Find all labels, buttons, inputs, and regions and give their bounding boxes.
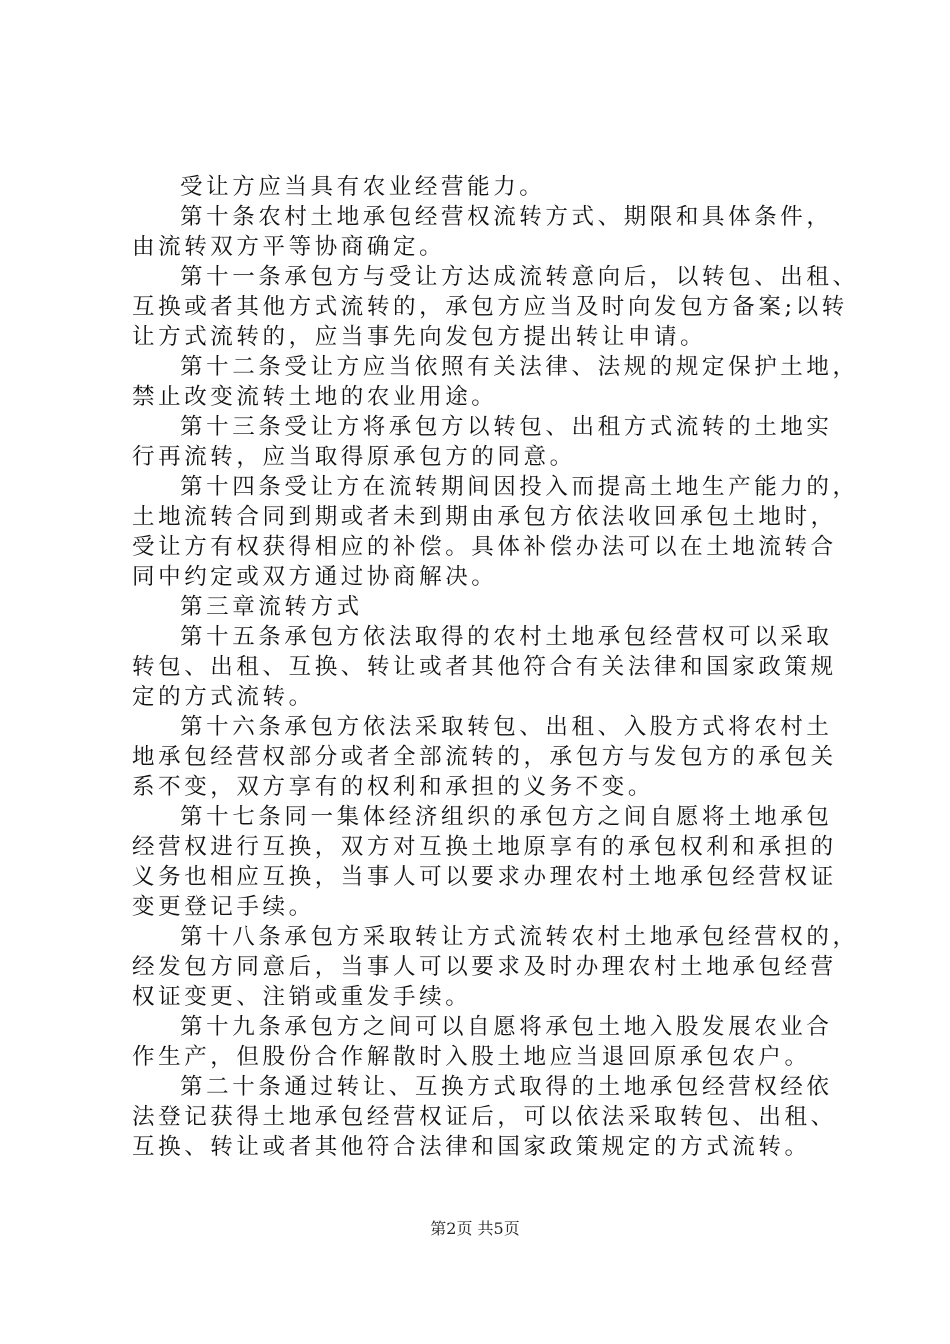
- paragraph-first-line: 第二十条通过转让、互换方式取得的土地承包经营权经依: [180, 1074, 833, 1100]
- paragraph-line: 义务也相应互换，当事人可以要求办理农村土地承包经营权证: [132, 864, 837, 890]
- paragraph-line: 受让方有权获得相应的补偿。具体补偿办法可以在土地流转合: [132, 534, 837, 560]
- paragraph-first-line: 第十三条受让方将承包方以转包、出租方式流转的土地实: [180, 414, 833, 440]
- paragraph-line: 变更登记手续。: [132, 894, 315, 920]
- paragraph-line: 互换或者其他方式流转的，承包方应当及时向发包方备案;以转: [132, 294, 848, 320]
- paragraph-first-line: 受让方应当具有农业经营能力。: [180, 174, 546, 200]
- paragraph-first-line: 第十条农村土地承包经营权流转方式、期限和具体条件，: [180, 204, 833, 230]
- paragraph: [132, 922, 859, 1012]
- paragraph: [132, 472, 859, 592]
- paragraph-line: 作生产，但股份合作解散时入股土地应当退回原承包农户。: [132, 1044, 811, 1070]
- paragraph-line: 土地流转合同到期或者未到期由承包方依法收回承包土地时，: [132, 504, 837, 530]
- paragraph-first-line: 第十四条受让方在流转期间因投入而提高土地生产能力的，: [180, 474, 859, 500]
- paragraph-line: 权证变更、注销或重发手续。: [132, 984, 472, 1010]
- paragraph-line: 地承包经营权部分或者全部流转的，承包方与发包方的承包关: [132, 744, 837, 770]
- paragraph-line: 定的方式流转。: [132, 684, 315, 710]
- paragraph: [132, 802, 837, 922]
- paragraph: [132, 712, 837, 802]
- paragraph: [132, 262, 859, 352]
- paragraph-line: 让方式流转的，应当事先向发包方提出转让申请。: [132, 324, 707, 350]
- paragraph: [132, 352, 859, 412]
- paragraph-first-line: 第十二条受让方应当依照有关法律、法规的规定保护土地，: [180, 354, 859, 380]
- paragraph-first-line: 第三章流转方式: [180, 594, 363, 620]
- paragraph: [132, 1012, 833, 1072]
- paragraph-first-line: 第十六条承包方依法采取转包、出租、入股方式将农村土: [180, 714, 833, 740]
- paragraph: [132, 1072, 837, 1162]
- paragraph: [132, 622, 837, 712]
- paragraph-line: 经发包方同意后，当事人可以要求及时办理农村土地承包经营: [132, 954, 837, 980]
- paragraph-line: 同中约定或双方通过协商解决。: [132, 564, 498, 590]
- paragraph-first-line: 第十九条承包方之间可以自愿将承包土地入股发展农业合: [180, 1014, 833, 1040]
- paragraph-line: 由流转双方平等协商确定。: [132, 234, 446, 260]
- paragraph-first-line: 第十八条承包方采取转让方式流转农村土地承包经营权的，: [180, 924, 859, 950]
- paragraph-line: 系不变，双方享有的权利和承担的义务不变。: [132, 774, 655, 800]
- paragraph: [132, 412, 833, 472]
- paragraph-first-line: 第十一条承包方与受让方达成流转意向后，以转包、出租、: [180, 264, 859, 290]
- paragraph-line: 行再流转，应当取得原承包方的同意。: [132, 444, 576, 470]
- paragraph: [132, 592, 828, 622]
- paragraph-line: 互换、转让或者其他符合法律和国家政策规定的方式流转。: [132, 1134, 811, 1160]
- paragraph-line: 法登记获得土地承包经营权证后，可以依法采取转包、出租、: [132, 1104, 837, 1130]
- page-footer: 第2页 共5页: [430, 1219, 520, 1238]
- paragraph-line: 禁止改变流转土地的农业用途。: [132, 384, 498, 410]
- paragraph: [132, 202, 833, 262]
- paragraph: [132, 172, 828, 202]
- paragraph-first-line: 第十五条承包方依法取得的农村土地承包经营权可以采取: [180, 624, 833, 650]
- paragraph-line: 经营权进行互换，双方对互换土地原享有的承包权利和承担的: [132, 834, 837, 860]
- document-body: [132, 172, 859, 1162]
- paragraph-first-line: 第十七条同一集体经济组织的承包方之间自愿将土地承包: [180, 804, 833, 830]
- paragraph-line: 转包、出租、互换、转让或者其他符合有关法律和国家政策规: [132, 654, 837, 680]
